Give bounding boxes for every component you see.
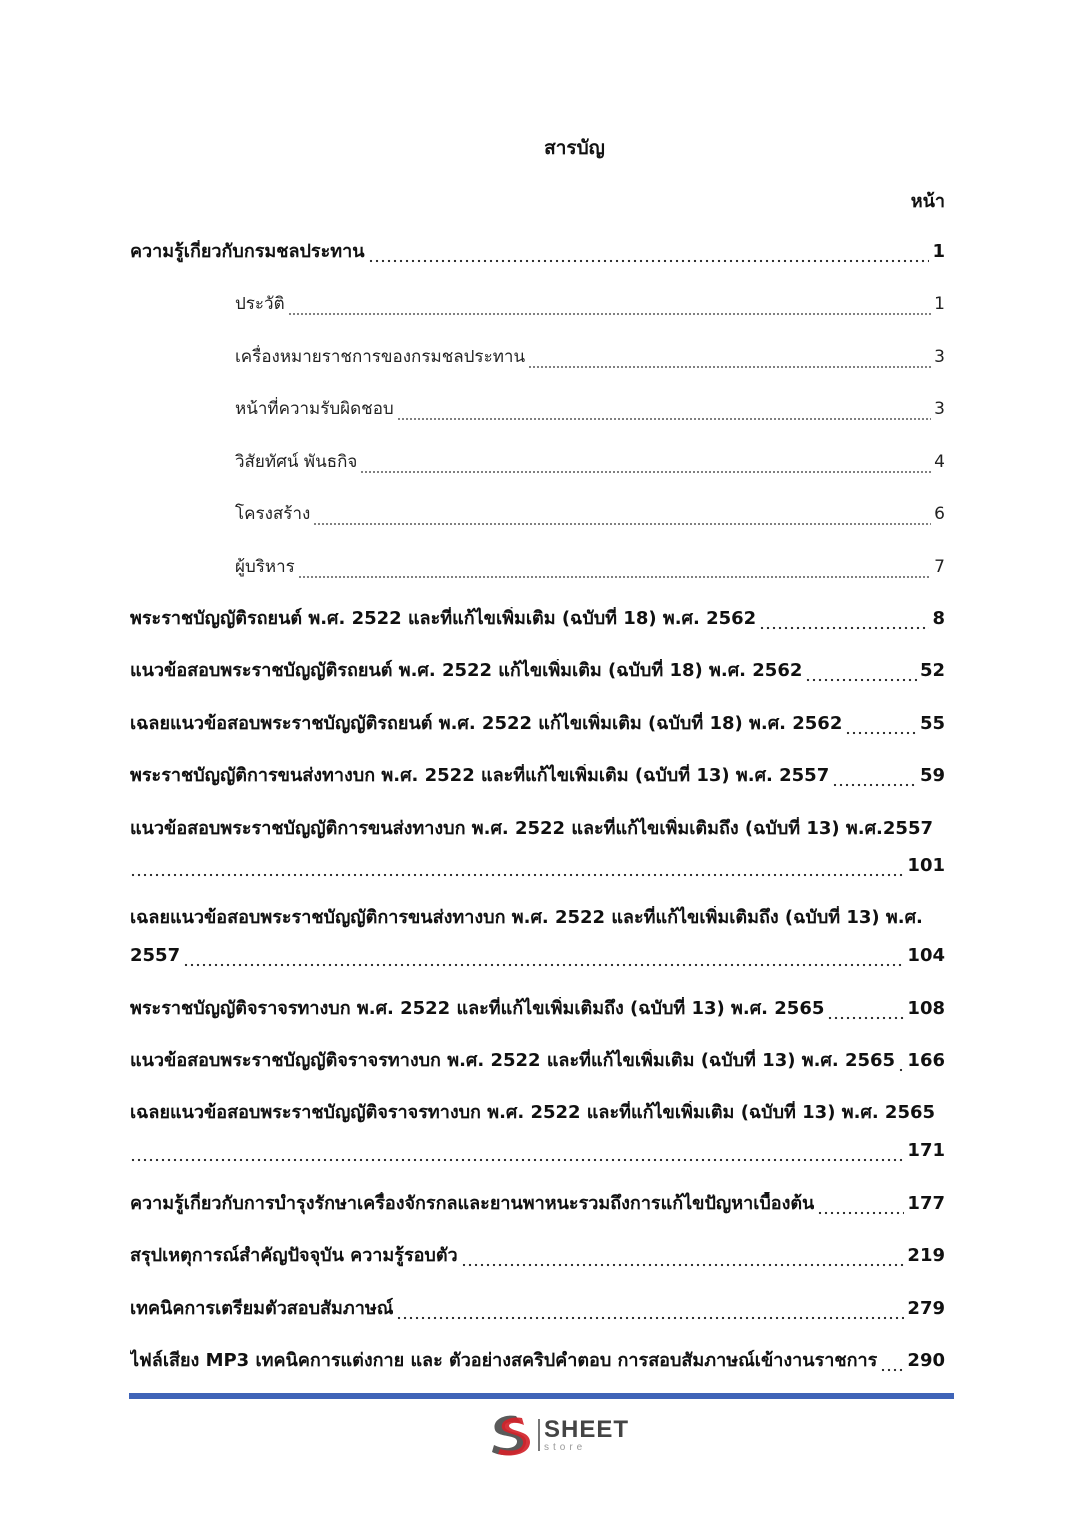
toc-entry-title: เครื่องหมายราชการของกรมชลประทาน (235, 347, 526, 367)
toc-entry[interactable] (130, 659, 945, 683)
toc-entry-title: สรุปเหตุการณ์สำคัญปัจจุบัน ความรู้รอบตัว (130, 1245, 458, 1266)
toc-entry-title: ประวัติ (235, 294, 285, 314)
toc-entry-page: 8 (932, 608, 945, 629)
dot-leader (832, 774, 917, 788)
toc-entry[interactable] (130, 1049, 945, 1073)
toc-subentry[interactable] (235, 450, 945, 474)
dot-leader (130, 864, 904, 878)
dot-leader (817, 1202, 904, 1216)
dot-leader (368, 250, 930, 264)
toc-entry-title: ไฟล์เสียง MP3 เทคนิคการแต่งกาย และ ตัวอย่างสคริปคำตอบ การสอบสัมภาษณ์เข้างานราชการ (130, 1350, 878, 1371)
toc-entry[interactable] (130, 1349, 945, 1373)
toc-entry-title: เฉลยแนวข้อสอบพระราชบัญญัติรถยนต์ พ.ศ. 2522 แก้ไขเพิ่มเติม (ฉบับที่ 18) พ.ศ. 2562 (130, 713, 843, 734)
toc-entry-page: 4 (934, 452, 945, 472)
toc-entry[interactable] (130, 1297, 945, 1321)
dot-leader (805, 669, 917, 683)
dot-leader (360, 460, 931, 474)
logo-separator (538, 1419, 540, 1451)
toc-subentry[interactable] (235, 345, 945, 369)
dot-leader (313, 512, 931, 526)
dot-leader (130, 1149, 904, 1163)
toc-entry-page: 1 (934, 294, 945, 314)
toc-entry-title: พระราชบัญญัติจราจรทางบก พ.ศ. 2522 และที่แก้ไขเพิ่มเติมถึง (ฉบับที่ 13) พ.ศ. 2565 (130, 998, 825, 1019)
toc-entry-page: 55 (919, 713, 945, 734)
toc-entry[interactable] (130, 712, 945, 736)
toc-entry[interactable] (130, 1192, 945, 1216)
dot-leader (288, 302, 932, 316)
toc-entry[interactable] (130, 1244, 945, 1268)
toc-entry-title: พระราชบัญญัติการขนส่งทางบก พ.ศ. 2522 และที่แก้ไขเพิ่มเติม (ฉบับที่ 13) พ.ศ. 2557 (130, 765, 830, 786)
dot-leader (461, 1254, 905, 1268)
dot-leader (183, 954, 904, 968)
toc-subentry[interactable] (235, 502, 945, 526)
toc-entry-title: เทคนิคการเตรียมตัวสอบสัมภาษณ์ (130, 1298, 394, 1319)
toc-entry-page: 59 (919, 765, 945, 786)
toc-entry-title: ความรู้เกี่ยวกับการบำรุงรักษาเครื่องจักรกลและยานพาหนะรวมถึงการแก้ไขปัญหาเบื้องต้น (130, 1193, 815, 1214)
toc-entry-page: 7 (934, 557, 945, 577)
toc-entry-page: 101 (907, 855, 945, 876)
toc-entry-page: 1 (932, 241, 945, 262)
toc-entry-continuation[interactable] (130, 1139, 945, 1163)
toc-entry-title: แนวข้อสอบพระราชบัญญัติรถยนต์ พ.ศ. 2522 แก้ไขเพิ่มเติม (ฉบับที่ 18) พ.ศ. 2562 (130, 660, 803, 681)
toc-entry-page: 104 (907, 945, 945, 966)
dot-leader (759, 617, 929, 631)
toc-entry[interactable] (130, 240, 945, 264)
dot-leader (298, 565, 931, 579)
toc-subentry[interactable] (235, 397, 945, 421)
toc-entry-page: 3 (934, 347, 945, 367)
sheet-store-logo (486, 1412, 636, 1458)
toc-entry-page: 108 (907, 998, 945, 1019)
toc-entry-title[interactable]: แนวข้อสอบพระราชบัญญัติการขนส่งทางบก พ.ศ. 2522 และที่แก้ไขเพิ่มเติมถึง (ฉบับที่ 13) พ.ศ.2557 (130, 818, 933, 839)
page-number-column-heading: หน้า (910, 191, 945, 212)
toc-entry-page: 6 (934, 504, 945, 524)
dot-leader (898, 1059, 904, 1073)
toc-entry-title: แนวข้อสอบพระราชบัญญัติจราจรทางบก พ.ศ. 2522 และที่แก้ไขเพิ่มเติม (ฉบับที่ 13) พ.ศ. 2565 (130, 1050, 896, 1071)
toc-entry[interactable] (130, 607, 945, 631)
sheet-store-logo-icon (486, 1412, 534, 1458)
toc-entry-title-line2: 2557 (130, 945, 181, 966)
toc-entry-continuation[interactable] (130, 944, 945, 968)
toc-entry-page: 177 (907, 1193, 945, 1214)
dot-leader (827, 1007, 904, 1021)
toc-subentry[interactable] (235, 555, 945, 579)
toc-entry-page: 166 (907, 1050, 945, 1071)
toc-entry-page: 171 (907, 1140, 945, 1161)
toc-entry-title: ผู้บริหาร (235, 557, 295, 577)
toc-entry-title: พระราชบัญญัติรถยนต์ พ.ศ. 2522 และที่แก้ไขเพิ่มเติม (ฉบับที่ 18) พ.ศ. 2562 (130, 608, 757, 629)
toc-entry[interactable] (130, 764, 945, 788)
footer-rule (129, 1393, 954, 1399)
logo-subword: store (544, 1441, 587, 1453)
toc-entry-page: 219 (907, 1245, 945, 1266)
toc-entry-title: วิสัยทัศน์ พันธกิจ (235, 452, 358, 472)
toc-entry-title: โครงสร้าง (235, 504, 311, 524)
toc-subentry[interactable] (235, 292, 945, 316)
dot-leader (528, 355, 931, 369)
toc-entry-page: 279 (907, 1298, 945, 1319)
toc-entry-continuation[interactable] (130, 854, 945, 878)
page-title: สารบัญ (544, 137, 605, 159)
toc-entry-page: 3 (934, 399, 945, 419)
toc-entry-title: ความรู้เกี่ยวกับกรมชลประทาน (130, 241, 365, 262)
dot-leader (845, 722, 917, 736)
dot-leader (880, 1359, 904, 1373)
dot-leader (396, 1307, 904, 1321)
toc-entry-title[interactable]: เฉลยแนวข้อสอบพระราชบัญญัติจราจรทางบก พ.ศ. 2522 และที่แก้ไขเพิ่มเติม (ฉบับที่ 13) พ.ศ. 2565 (130, 1102, 936, 1123)
toc-entry[interactable] (130, 997, 945, 1021)
toc-entry-title[interactable]: เฉลยแนวข้อสอบพระราชบัญญัติการขนส่งทางบก พ.ศ. 2522 และที่แก้ไขเพิ่มเติมถึง (ฉบับที่ 13) พ.ศ. (130, 907, 923, 928)
logo-wordmark (544, 1415, 630, 1453)
toc-entry-title: หน้าที่ความรับผิดชอบ (235, 399, 394, 419)
logo-word: SHEET (544, 1415, 630, 1443)
dot-leader (397, 407, 931, 421)
toc-entry-page: 52 (919, 660, 945, 681)
toc-entry-page: 290 (907, 1350, 945, 1371)
